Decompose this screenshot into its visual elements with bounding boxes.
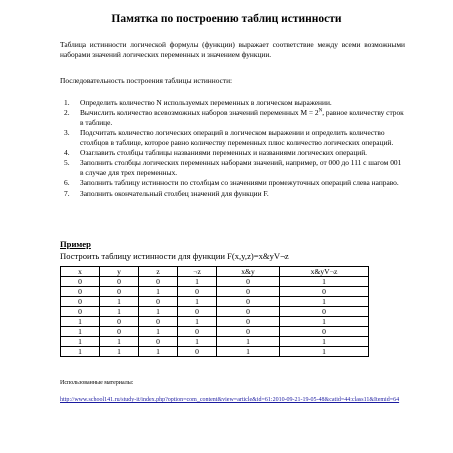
table-cell: 1 — [100, 297, 139, 307]
step-text: Озаглавить столбцы таблицы названиями переменных и названиями логических операций. — [80, 148, 368, 158]
table-cell: 0 — [61, 277, 100, 287]
table-cell: 1 — [178, 297, 217, 307]
step-item — [64, 189, 406, 198]
sequence-heading: Последовательность построения таблицы истинности: — [60, 76, 233, 85]
truth-table-body — [61, 277, 369, 357]
table-cell: 1 — [139, 327, 178, 337]
table-cell: 0 — [280, 287, 369, 297]
table-cell: 0 — [139, 277, 178, 287]
table-cell: 0 — [61, 307, 100, 317]
page-title: Памятка по построению таблиц истинности — [111, 13, 342, 25]
example-task: Построить таблицу истинности для функции F(x,y,z)=x&yV¬z — [60, 251, 289, 261]
table-cell: 1 — [178, 337, 217, 347]
table-cell: 1 — [61, 347, 100, 357]
step-number: 4. — [64, 148, 70, 158]
step-number: 1. — [64, 98, 70, 107]
table-cell: 0 — [280, 307, 369, 317]
table-row — [61, 317, 369, 327]
intro-paragraph: Таблица истинности логической формулы (функции) выражает соответствие между всеми возможными наборами значений логических переменных и значением функции. — [60, 40, 405, 59]
table-cell: 0 — [61, 297, 100, 307]
step-text-after: , равное количеству строк в таблице. — [80, 108, 404, 127]
steps-list — [64, 98, 406, 199]
table-row — [61, 327, 369, 337]
table-row — [61, 287, 369, 297]
table-cell: 1 — [61, 317, 100, 327]
header-cell: z — [139, 267, 178, 277]
table-row — [61, 347, 369, 357]
step-text: Заполнить таблицу истинности по столбцам со значениями промежуточных операций слева направо. — [80, 178, 399, 188]
header-cell: x — [61, 267, 100, 277]
table-cell: 1 — [139, 307, 178, 317]
header-cell: ¬z — [178, 267, 217, 277]
example-heading: Пример — [60, 239, 91, 249]
table-cell: 1 — [100, 337, 139, 347]
step-text: Подсчитать количество логических операций в логическом выражении и определить количество столбцов в таблице, которое равно количеству переменных плюс количество логических операций. — [80, 128, 394, 147]
step-superscript: N — [318, 108, 323, 114]
step-item — [64, 128, 406, 147]
step-text: Заполнить окончательный столбец значений для функции F. — [80, 188, 269, 198]
step-number: 6. — [64, 178, 70, 188]
table-cell: 1 — [280, 297, 369, 307]
table-cell: 0 — [100, 277, 139, 287]
table-row — [61, 297, 369, 307]
step-number: 2. — [64, 108, 70, 118]
table-cell: 1 — [280, 317, 369, 327]
step-text — [80, 108, 406, 127]
header-cell: x&yV¬z — [280, 267, 369, 277]
table-cell: 0 — [178, 327, 217, 337]
truth-table-header-row — [61, 267, 369, 277]
table-cell: 0 — [100, 327, 139, 337]
table-cell: 0 — [217, 307, 280, 317]
table-cell: 0 — [280, 327, 369, 337]
table-cell: 1 — [61, 327, 100, 337]
step-text: Заполнить столбцы логических переменных наборами значений, например, от 000 до 111 с шагом 001 в случае для трех переменных. — [80, 158, 402, 177]
table-cell: 1 — [217, 337, 280, 347]
source-link[interactable]: http://www.school141.ru/study-it/index.php?option=com_content&view=article&id=61:2010-09-21-19-05-48&catid=44:class11&Itemid=64 — [60, 397, 400, 403]
step-item — [64, 178, 406, 187]
step-text: Определить количество N используемых переменных в логическом выражении. — [80, 98, 332, 107]
table-cell: 1 — [280, 277, 369, 287]
table-cell: 0 — [139, 317, 178, 327]
table-cell: 1 — [100, 307, 139, 317]
table-cell: 1 — [217, 347, 280, 357]
header-cell: x&y — [217, 267, 280, 277]
table-row — [61, 337, 369, 347]
table-cell: 0 — [217, 327, 280, 337]
step-item — [64, 108, 406, 127]
header-cell: y — [100, 267, 139, 277]
table-cell: 1 — [100, 347, 139, 357]
table-cell: 0 — [139, 337, 178, 347]
table-cell: 1 — [280, 347, 369, 357]
step-number: 7. — [64, 188, 70, 198]
table-cell: 0 — [178, 307, 217, 317]
table-cell: 0 — [100, 317, 139, 327]
table-cell: 0 — [61, 287, 100, 297]
table-row — [61, 277, 369, 287]
table-cell: 0 — [217, 277, 280, 287]
step-text-before: Вычислить количество всевозможных наборов значений переменных M = 2 — [80, 108, 319, 118]
step-item — [64, 158, 406, 177]
step-number: 3. — [64, 128, 70, 138]
sources-heading: Использованные материалы: — [60, 380, 134, 386]
table-cell: 0 — [100, 287, 139, 297]
table-cell: 1 — [61, 337, 100, 347]
table-cell: 0 — [217, 297, 280, 307]
table-cell: 0 — [217, 317, 280, 327]
table-cell: 1 — [280, 337, 369, 347]
table-cell: 0 — [178, 347, 217, 357]
truth-table — [60, 266, 369, 357]
table-cell: 0 — [178, 287, 217, 297]
table-cell: 1 — [178, 317, 217, 327]
table-row — [61, 307, 369, 317]
table-cell: 0 — [217, 287, 280, 297]
step-item — [64, 98, 406, 107]
table-cell: 1 — [178, 277, 217, 287]
table-cell: 0 — [139, 297, 178, 307]
step-item — [64, 148, 406, 157]
step-number: 5. — [64, 158, 70, 168]
table-cell: 1 — [139, 347, 178, 357]
table-cell: 1 — [139, 287, 178, 297]
